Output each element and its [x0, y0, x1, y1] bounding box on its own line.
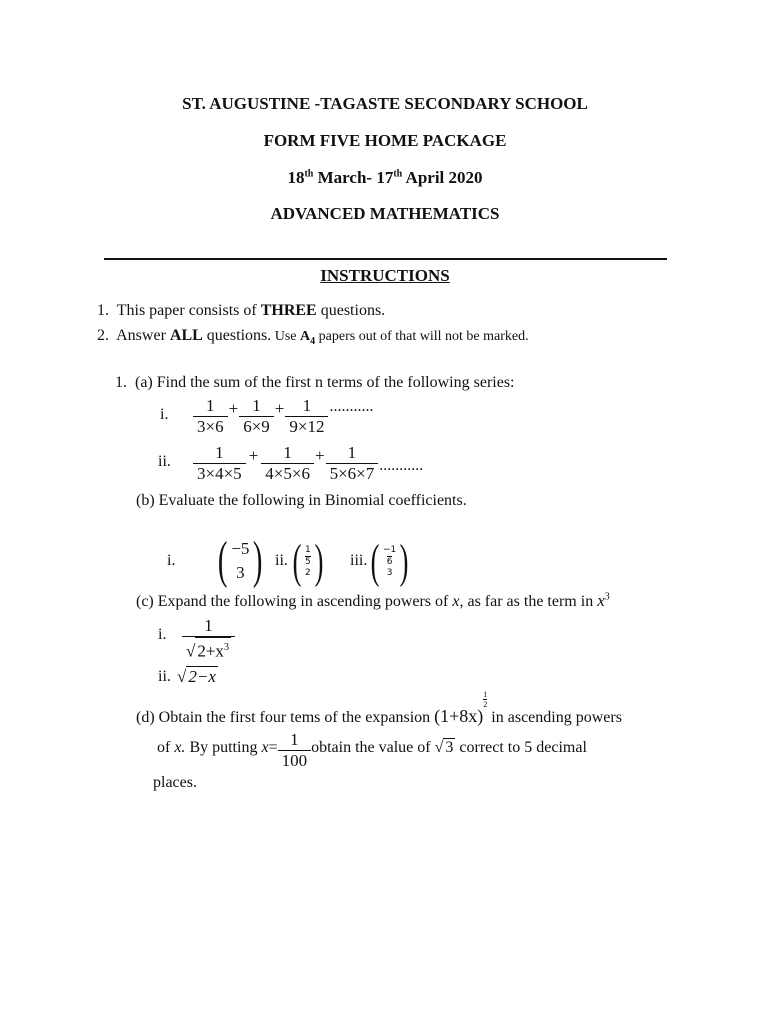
- binom-top-num: −1: [382, 545, 397, 555]
- term-denominator: 3×6: [193, 416, 228, 437]
- instruction-1-bold: THREE: [260, 302, 317, 319]
- instruction-2-pre: Answer: [116, 327, 170, 344]
- plus-sign: +: [228, 398, 239, 418]
- instruction-1-pre: This paper consists of: [116, 302, 261, 319]
- d-line2-pre: of: [157, 739, 175, 756]
- q1b-ii-binomial: ( $\frac{1}{5}$ 2 ): [292, 535, 324, 588]
- instruction-1-post: questions.: [316, 302, 386, 319]
- d-line2-eq: =: [268, 739, 278, 756]
- q1b-iii-label: iii.: [350, 552, 368, 569]
- instructions-heading: INSTRUCTIONS: [320, 266, 450, 285]
- q1a-i-term-2: [239, 396, 274, 437]
- d-line2-var: x.: [174, 739, 186, 756]
- q1a-ii-term-1: [193, 443, 246, 484]
- d-line2-x: x: [261, 739, 269, 756]
- d-line2-post1: obtain the value of: [311, 739, 435, 756]
- binom-top-den: 5: [304, 557, 311, 567]
- q1c-i-label: i.: [158, 626, 167, 643]
- q1a-ii-term-3: [326, 443, 379, 484]
- package-title: FORM FIVE HOME PACKAGE: [263, 131, 507, 150]
- question-1d: [136, 690, 622, 727]
- plus-sign: +: [314, 445, 325, 465]
- d-line2-post2: correct to 5 decimal: [455, 739, 587, 756]
- binom-bottom: 3: [386, 568, 393, 578]
- question-1d-expr: (1+8x): [434, 706, 484, 726]
- q1b-i-binomial: ( −5 3 ): [217, 532, 263, 589]
- date-sup1: th: [304, 168, 314, 180]
- term-numerator: 1: [302, 396, 312, 415]
- d-frac-num: 1: [290, 730, 299, 749]
- plus-sign: +: [274, 398, 285, 418]
- q1a-i-term-3: [285, 396, 328, 437]
- term-denominator: 3×4×5: [193, 463, 246, 484]
- instruction-item-1: [97, 302, 385, 320]
- term-numerator: 1: [215, 443, 224, 462]
- subject-title: ADVANCED MATHEMATICS: [270, 204, 500, 223]
- term-denominator: 9×12: [285, 416, 328, 437]
- instruction-2-post: papers out of that will not be marked.: [315, 329, 529, 344]
- date-mid: March- 17: [313, 168, 394, 187]
- date-end: April 2020: [402, 168, 483, 187]
- instruction-2-mid: questions.: [202, 327, 272, 344]
- q1b-ii-label: ii.: [275, 552, 288, 569]
- question-1c-var: x: [452, 593, 460, 610]
- d-fraction: [278, 730, 312, 771]
- question-1d-exponent: [483, 690, 487, 709]
- ellipsis-dots: ...........: [379, 456, 424, 474]
- question-1d-after: in ascending powers: [487, 709, 622, 726]
- instruction-2-small: Use: [271, 329, 301, 344]
- instruction-2-a4: A: [300, 329, 311, 344]
- q1c-i-denominator: √ $2+x^3$: [182, 636, 235, 662]
- term-denominator: 4×5×6: [261, 463, 314, 484]
- term-denominator: 5×6×7: [326, 463, 379, 484]
- question-1a: [115, 374, 514, 392]
- question-1c-text: (c) Expand the following in ascending powers of: [136, 593, 453, 610]
- q1a-ii-term-2: [261, 443, 314, 484]
- binom-top-num: 1: [304, 545, 311, 555]
- question-1-number: 1.: [115, 374, 127, 391]
- binom-bottom: 3: [236, 563, 245, 582]
- instruction-2-bold: ALL: [169, 327, 203, 344]
- question-1b-text: (b) Evaluate the following in Binomial coefficients.: [136, 492, 467, 509]
- school-name: ST. AUGUSTINE -TAGASTE SECONDARY SCHOOL: [182, 94, 588, 113]
- term-numerator: 1: [283, 443, 292, 462]
- instruction-item-2: [97, 327, 529, 347]
- term-numerator: 1: [347, 443, 357, 462]
- question-1d-line2: [157, 730, 587, 771]
- date-range: [0, 168, 770, 188]
- q1b-iii-binomial: ( $\frac{-1}{6}$ 3 ): [370, 535, 409, 588]
- d-sqrt-radicand: 3: [445, 739, 454, 756]
- q1a-i-series: [193, 396, 374, 437]
- exp-den: 2: [483, 700, 488, 709]
- d-sqrt: √ 3: [434, 739, 454, 756]
- q1a-ii-series: [193, 443, 424, 484]
- exp-num: 1: [483, 690, 488, 699]
- binom-bottom: 2: [304, 568, 311, 578]
- q1c-ii-radicand: 2−x: [188, 667, 216, 686]
- date-sup2: th: [393, 168, 403, 180]
- term-numerator: 1: [252, 396, 261, 415]
- question-1d-line3: places.: [153, 774, 197, 791]
- q1a-i-term-1: [193, 396, 228, 437]
- date-day1: 18: [287, 168, 305, 187]
- q1c-i-numerator: 1: [204, 616, 213, 635]
- ellipsis-dots: ...........: [329, 397, 374, 415]
- q1c-i-expression: [182, 616, 235, 662]
- q1c-ii-label: ii.: [158, 668, 171, 685]
- q1c-i-radicand-exp: 3: [223, 642, 229, 653]
- question-1d-text: (d) Obtain the first four tems of the expansion: [136, 709, 435, 726]
- question-1c: [136, 591, 610, 611]
- term-denominator: 6×9: [239, 416, 274, 437]
- d-frac-den: 100: [278, 750, 312, 771]
- question-1c-term: x: [597, 591, 605, 610]
- instruction-1-number: 1.: [97, 302, 109, 319]
- instruction-2-a4-sub: 4: [310, 336, 316, 348]
- q1c-i-radicand: 2+x: [197, 641, 224, 661]
- question-1a-text: (a) Find the sum of the first n terms of the following series:: [135, 374, 515, 391]
- q1c-ii-expression: √ 2−x: [177, 667, 216, 686]
- q1a-ii-label: ii.: [158, 453, 171, 470]
- plus-sign: +: [248, 445, 259, 465]
- q1a-i-label: i.: [160, 406, 169, 423]
- question-1c-exp: 3: [604, 591, 610, 603]
- binom-top: −5: [231, 539, 250, 558]
- binom-top-den: 6: [386, 557, 393, 567]
- d-line2-mid: By putting: [185, 739, 262, 756]
- term-numerator: 1: [206, 396, 215, 415]
- q1b-i-label: i.: [167, 552, 176, 569]
- question-1c-mid: , as far as the term in: [459, 593, 598, 610]
- divider-rule: [104, 258, 667, 260]
- instruction-2-number: 2.: [97, 327, 109, 344]
